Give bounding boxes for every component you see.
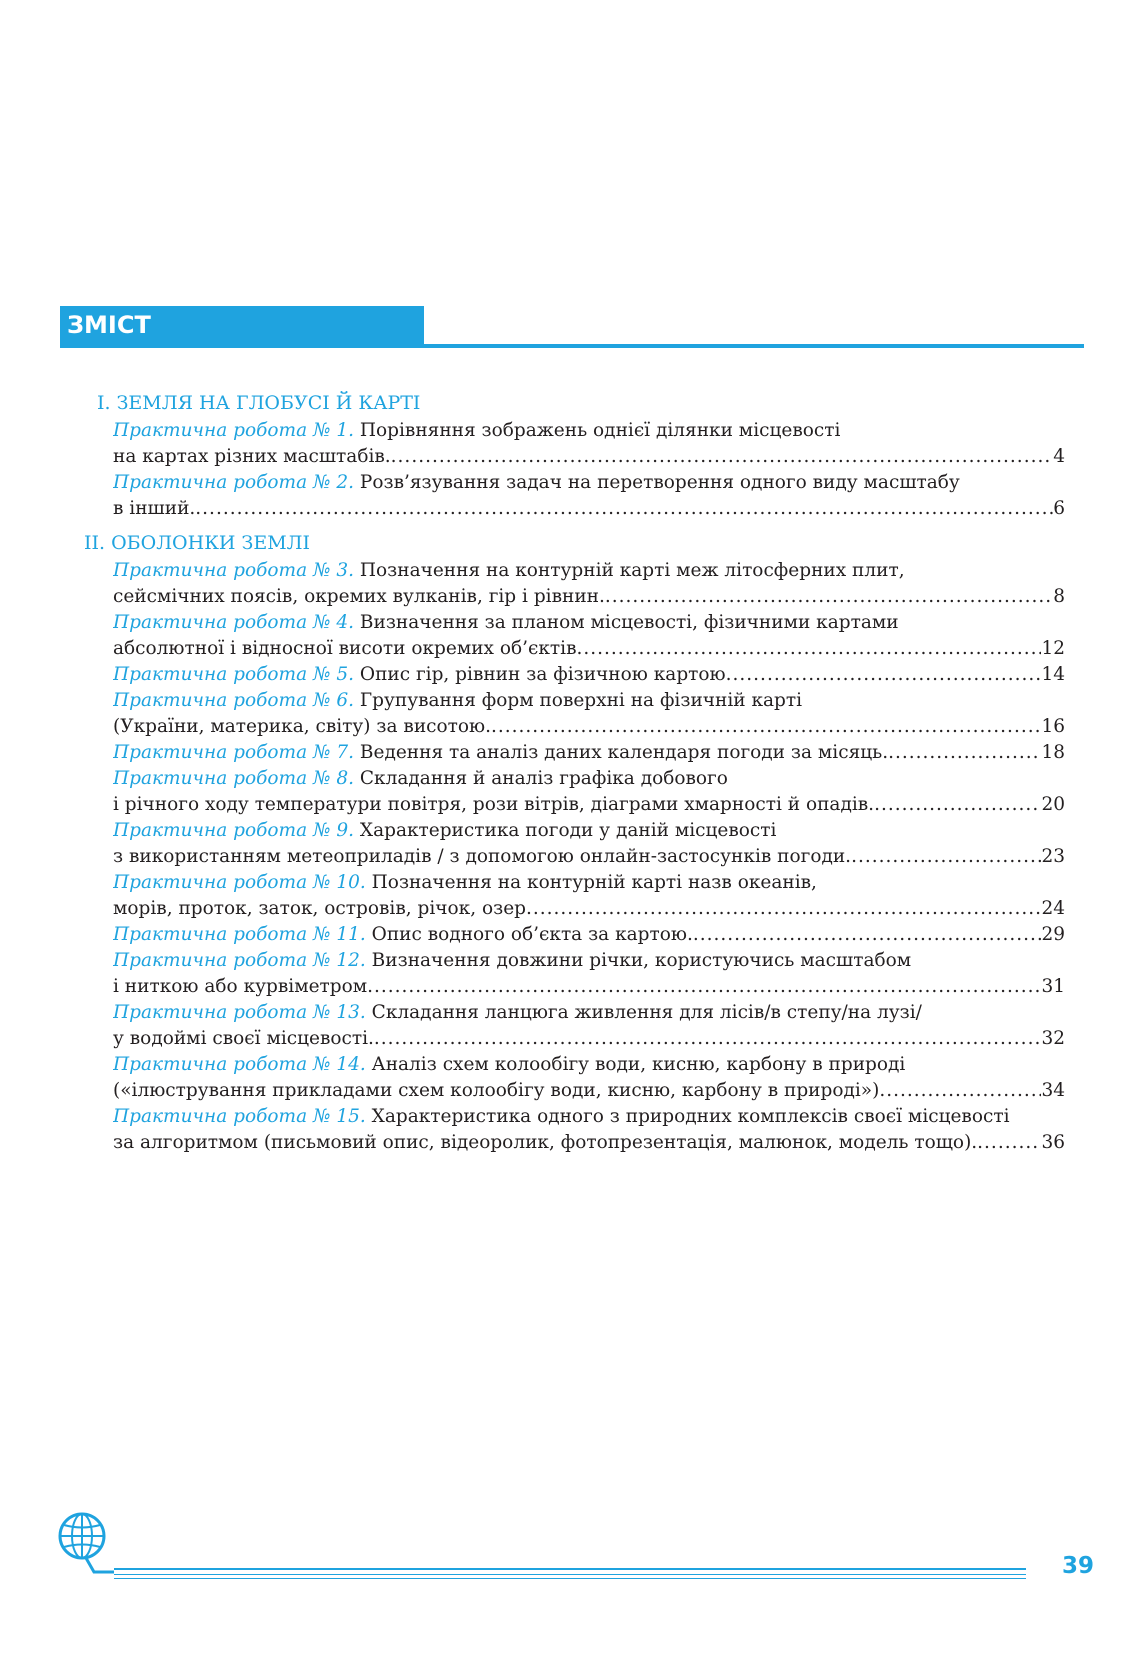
entry-title-cont: за алгоритмом (письмовий опис, відеоролик, фотопрезентація, малюнок, модель тощо). — [113, 1132, 978, 1153]
entry-title: Характеристика погоди у даній місцевості — [354, 820, 777, 841]
toc-entry-14-line2[interactable] — [113, 1080, 1065, 1106]
entry-label: Практична робота № 12. — [113, 950, 366, 971]
entry-page: 24 — [1041, 898, 1065, 919]
entry-label: Практична робота № 1. — [113, 420, 355, 441]
toc-entry-1-line1[interactable] — [113, 420, 1065, 446]
entry-title: Аналіз схем колообігу води, кисню, карбону в природі — [365, 1054, 906, 1075]
entry-label: Практична робота № 11. — [113, 924, 366, 945]
entry-label: Практична робота № 13. — [113, 1002, 366, 1023]
section-title: І. ЗЕМЛЯ НА ГЛОБУСІ Й КАРТІ — [97, 392, 421, 414]
dot-leader — [491, 716, 1041, 737]
entry-title-cont: абсолютної і відносної висоти окремих об’єктів — [113, 638, 577, 659]
entry-page: 34 — [1041, 1080, 1065, 1101]
dot-leader — [374, 1028, 1042, 1049]
toc-entry-9-line1[interactable] — [113, 820, 1065, 846]
entry-title-cont: (України, материка, світу) за висотою. — [113, 716, 492, 737]
entry-title-cont: сейсмічних поясів, окремих вулканів, гір і рівнин. — [113, 586, 605, 607]
dot-leader — [577, 638, 1042, 659]
toc-entry-1-line2[interactable] — [113, 446, 1065, 472]
entry-title-cont: в інший. — [113, 498, 196, 519]
entry-title: Визначення за планом місцевості, фізичними картами — [354, 612, 899, 633]
toc-entry-4-line2[interactable] — [113, 638, 1065, 664]
entry-title: Групування форм поверхні на фізичній карті — [354, 690, 803, 711]
entry-label: Практична робота № 6. — [113, 690, 355, 711]
heading-rule — [60, 344, 1084, 348]
toc-entry-14-line1[interactable] — [113, 1054, 1065, 1080]
entry-page: 20 — [1041, 794, 1065, 815]
toc-entry-13-line1[interactable] — [113, 1002, 1065, 1028]
entry-title: Опис водного об’єкта за картою. — [365, 924, 693, 945]
entry-title-cont: у водоймі своєї місцевості. — [113, 1028, 374, 1049]
dot-leader — [874, 794, 1041, 815]
entry-label: Практична робота № 3. — [113, 560, 355, 581]
entry-page: 12 — [1041, 638, 1065, 659]
entry-page: 18 — [1041, 742, 1065, 763]
entry-title-cont: морів, проток, заток, островів, річок, озер — [113, 898, 526, 919]
dot-leader — [367, 976, 1041, 997]
contents-heading: ЗМІСТ — [60, 306, 424, 344]
entry-title: Розв’язування задач на перетворення одного виду масштабу — [354, 472, 960, 493]
entry-title-cont: на картах різних масштабів. — [113, 446, 391, 467]
dot-leader — [391, 446, 1054, 467]
entry-title: Визначення довжини річки, користуючись масштабом — [365, 950, 912, 971]
entry-page: 16 — [1041, 716, 1065, 737]
entry-page: 32 — [1041, 1028, 1065, 1049]
toc-entry-9-line2[interactable] — [113, 846, 1065, 872]
entry-title: Характеристика одного з природних комплексів своєї місцевості — [365, 1106, 1010, 1127]
toc-entry-7[interactable] — [113, 742, 1065, 768]
toc-entry-10-line1[interactable] — [113, 872, 1065, 898]
entry-label: Практична робота № 9. — [113, 820, 355, 841]
entry-title-cont: і річного ходу температури повітря, рози вітрів, діаграми хмарності й опадів. — [113, 794, 875, 815]
footer-rule — [114, 1578, 1026, 1579]
entry-title-cont: з використанням метеоприладів / з допомогою онлайн-застосунків погоди. — [113, 846, 852, 867]
entry-page: 23 — [1041, 846, 1065, 867]
dot-leader — [195, 498, 1053, 519]
entry-title: Позначення на контурній карті меж літосферних плит, — [354, 560, 905, 581]
entry-label: Практична робота № 8. — [113, 768, 355, 789]
toc-entry-5[interactable] — [113, 664, 1065, 690]
toc-entry-12-line1[interactable] — [113, 950, 1065, 976]
entry-title-cont: і ниткою або курвіметром — [113, 976, 368, 997]
entry-page: 36 — [1041, 1132, 1065, 1153]
toc-entry-2-line2[interactable] — [113, 498, 1065, 524]
entry-page: 14 — [1041, 664, 1065, 685]
toc-entry-6-line2[interactable] — [113, 716, 1065, 742]
toc-entry-13-line2[interactable] — [113, 1028, 1065, 1054]
entry-label: Практична робота № 10. — [113, 872, 366, 893]
entry-title: Позначення на контурній карті назв океанів, — [365, 872, 817, 893]
toc-entry-8-line2[interactable] — [113, 794, 1065, 820]
entry-page: 29 — [1041, 924, 1065, 945]
toc-entry-15-line1[interactable] — [113, 1106, 1065, 1132]
entry-title: Порівняння зображень однієї ділянки місцевості — [354, 420, 841, 441]
entry-label: Практична робота № 14. — [113, 1054, 366, 1075]
entry-page: 8 — [1053, 586, 1065, 607]
dot-leader — [879, 1080, 1041, 1101]
entry-title: Складання й аналіз графіка добового — [354, 768, 728, 789]
footer-rule — [114, 1568, 1026, 1570]
globe-icon — [56, 1510, 116, 1576]
footer-rule — [114, 1574, 1026, 1575]
entry-title: Опис гір, рівнин за фізичною картою — [354, 664, 726, 685]
toc-entry-8-line1[interactable] — [113, 768, 1065, 794]
entry-label: Практична робота № 7. — [113, 742, 355, 763]
toc-entry-4-line1[interactable] — [113, 612, 1065, 638]
dot-leader — [851, 846, 1041, 867]
toc-entry-3-line1[interactable] — [113, 560, 1065, 586]
toc-entry-2-line1[interactable] — [113, 472, 1065, 498]
entry-label: Практична робота № 5. — [113, 664, 355, 685]
toc-entry-11[interactable] — [113, 924, 1065, 950]
toc-entry-3-line2[interactable] — [113, 586, 1065, 612]
toc-entry-15-line2[interactable] — [113, 1132, 1065, 1158]
toc-entry-6-line1[interactable] — [113, 690, 1065, 716]
entry-title: Ведення та аналіз даних календаря погоди за місяць. — [354, 742, 889, 763]
section-title: ІІ. ОБОЛОНКИ ЗЕМЛІ — [84, 532, 311, 554]
entry-page: 4 — [1053, 446, 1065, 467]
toc-entry-12-line2[interactable] — [113, 976, 1065, 1002]
entry-page: 6 — [1053, 498, 1065, 519]
entry-label: Практична робота № 4. — [113, 612, 355, 633]
toc-entry-10-line2[interactable] — [113, 898, 1065, 924]
dot-leader — [605, 586, 1053, 607]
entry-page: 31 — [1041, 976, 1065, 997]
dot-leader — [977, 1132, 1041, 1153]
dot-leader — [888, 742, 1041, 763]
dot-leader — [693, 924, 1042, 945]
entry-label: Практична робота № 15. — [113, 1106, 366, 1127]
dot-leader — [726, 664, 1042, 685]
entry-label: Практична робота № 2. — [113, 472, 355, 493]
dot-leader — [526, 898, 1041, 919]
entry-title-cont: («ілюстрування прикладами схем колообігу води, кисню, карбону в природі») — [113, 1080, 880, 1101]
page-number: 39 — [1061, 1553, 1094, 1579]
entry-title: Складання ланцюга живлення для лісів/в степу/на лузі/ — [365, 1002, 922, 1023]
